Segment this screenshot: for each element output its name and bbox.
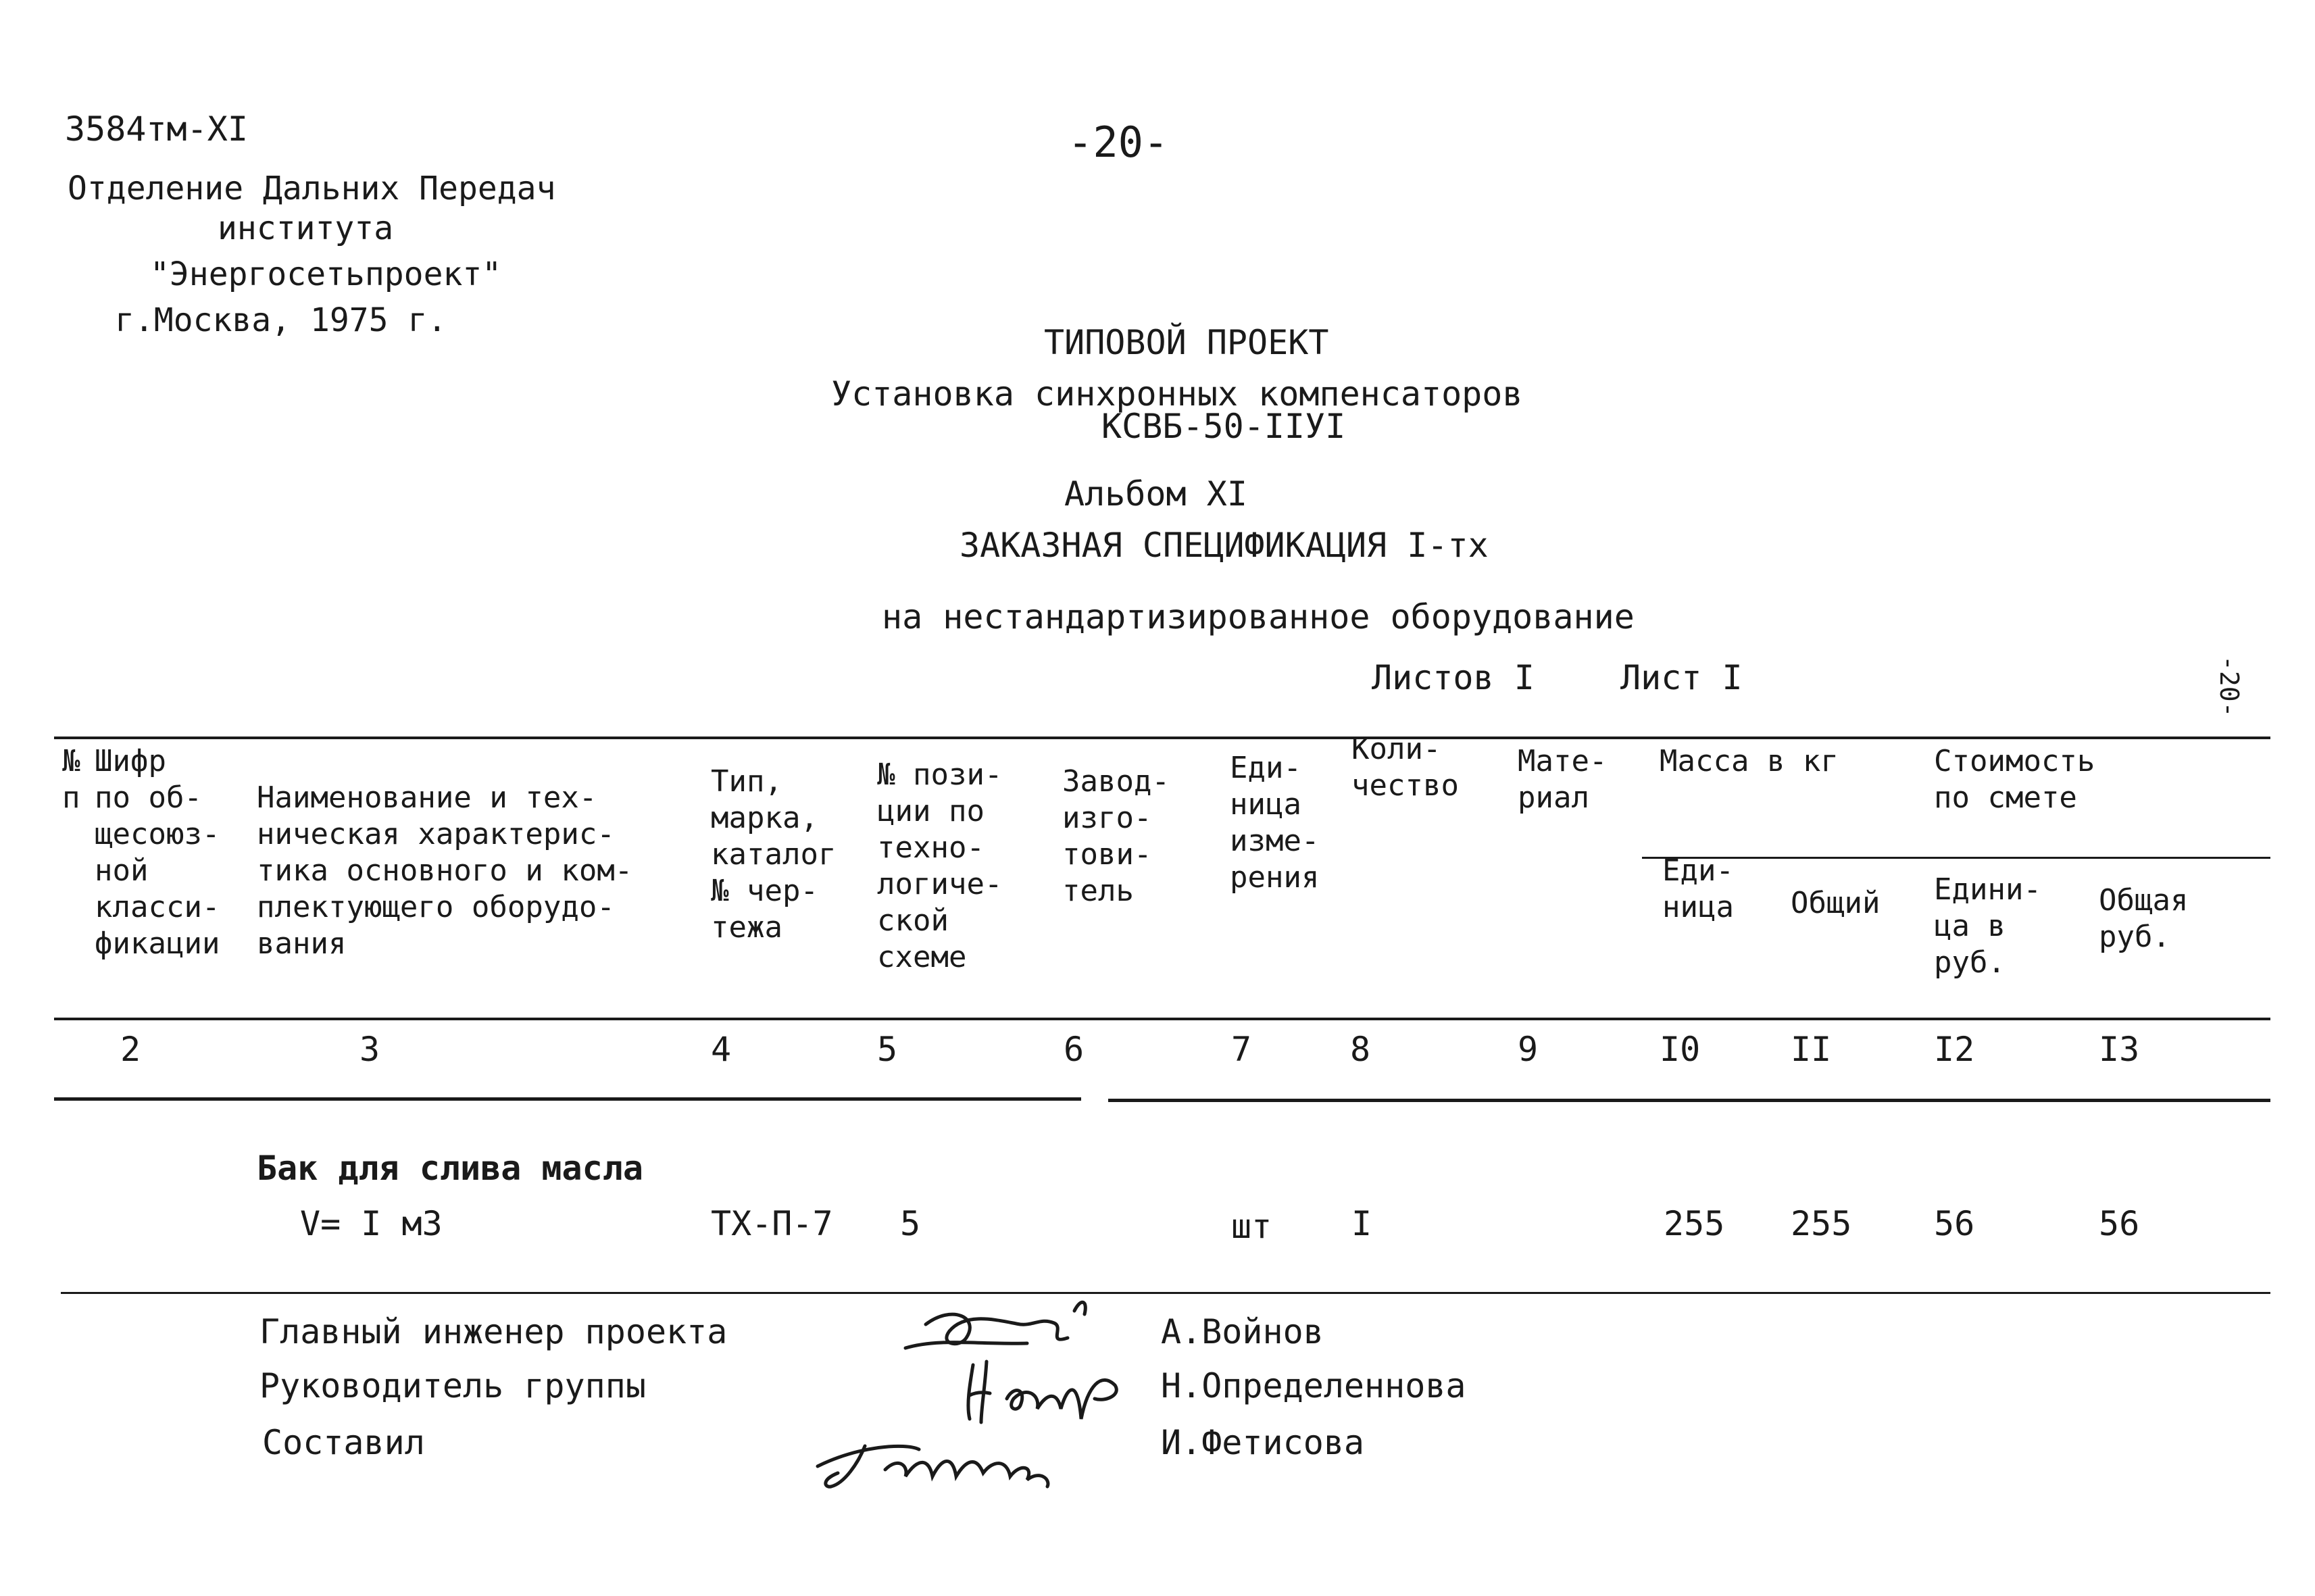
header-col-3: Наименование и тех- ническая характерис- тика основного и ком- плектующего оборудо- вания	[257, 780, 633, 961]
header-col-11: Общий	[1791, 886, 1881, 920]
row-mass-unit: 255	[1664, 1204, 1725, 1243]
header-col-6: Завод- изго- тови- тель	[1062, 764, 1170, 908]
signature-name-2: Н.Определеннова	[1161, 1366, 1466, 1405]
header-col-13: Общая руб.	[2099, 883, 2189, 954]
project-type: ТИПОВОЙ ПРОЕКТ	[1044, 323, 1329, 362]
header-col-9: Мате- риал	[1518, 744, 1608, 815]
signature-role-2: Руководитель группы	[259, 1366, 646, 1405]
row-quantity: I	[1351, 1204, 1372, 1243]
signature-1-flourish	[1074, 1302, 1085, 1314]
spec-title: ЗАКАЗНАЯ СПЕЦИФИКАЦИЯ I-тх	[960, 526, 1489, 565]
row-unit: шт	[1231, 1207, 1272, 1246]
colnum-5: 5	[877, 1030, 898, 1069]
project-title: Установка синхронных компенсаторов	[831, 374, 1523, 414]
table-top-rule	[54, 737, 2270, 739]
row-cost-unit: 56	[1934, 1204, 1975, 1243]
header-col-12: Едини- ца в руб.	[1934, 872, 2041, 980]
header-col-8: Коли- чество	[1351, 732, 1459, 803]
org-line-1: Отделение Дальних Передач	[68, 170, 556, 207]
colnum-3: 3	[359, 1030, 380, 1069]
handwritten-signatures	[804, 1284, 1183, 1500]
numbers-bottom-rule-left	[54, 1097, 1081, 1101]
signature-name-3: И.Фетисова	[1161, 1423, 1365, 1462]
colnum-2: 2	[120, 1030, 141, 1069]
header-col-5: № пози- ции по техно- логиче- ской схеме	[877, 757, 1003, 974]
album-title: Альбом XI	[1064, 474, 1247, 514]
colnum-7: 7	[1231, 1030, 1252, 1069]
row-name-line-2: V= I м3	[300, 1204, 443, 1243]
numbers-bottom-rule-right	[1108, 1099, 2270, 1102]
mass-cost-subrule	[1642, 857, 2270, 859]
page-number: -20-	[1068, 118, 1169, 167]
row-type: ТХ-П-7	[711, 1204, 833, 1243]
sheet-number: Лист I	[1620, 658, 1743, 697]
signature-2-stroke	[1007, 1380, 1116, 1419]
colnum-12: I2	[1934, 1030, 1975, 1069]
colnum-11: II	[1791, 1030, 1832, 1069]
colnum-9: 9	[1518, 1030, 1539, 1069]
colnum-10: I0	[1660, 1030, 1701, 1069]
header-bottom-rule	[54, 1018, 2270, 1020]
signature-2-initial	[968, 1362, 990, 1422]
signature-role-1: Главный инженер проекта	[259, 1312, 728, 1351]
signature-1-underline	[905, 1343, 1027, 1348]
row-cost-total: 56	[2099, 1204, 2140, 1243]
org-line-3: "Энергосетьпроект"	[150, 255, 502, 293]
spec-subtitle: на нестандартизированное оборудование	[882, 597, 1635, 637]
colnum-13: I3	[2099, 1030, 2140, 1069]
document-code: 3584тм-XI	[65, 109, 248, 149]
header-cost-group: Стоимость по смете	[1934, 744, 2095, 815]
header-col-4: Тип, марка, каталог № чер- тежа	[711, 764, 837, 945]
org-line-2: института	[218, 209, 394, 247]
header-col-1: № п	[62, 744, 80, 815]
signature-name-1: А.Войнов	[1161, 1312, 1324, 1351]
header-col-10: Еди- ница	[1662, 853, 1734, 924]
org-line-4: г.Москва, 1975 г.	[115, 301, 447, 339]
header-col-2: Шифр по об- щесоюз- ной класси- фикации	[95, 744, 220, 961]
row-name-line-1: Бак для слива масла	[257, 1149, 643, 1188]
header-mass-group: Масса в кг	[1660, 744, 1839, 778]
signature-3-stroke	[885, 1462, 1048, 1487]
colnum-6: 6	[1064, 1030, 1085, 1069]
colnum-4: 4	[711, 1030, 732, 1069]
header-col-7: Еди- ница изме- рения	[1230, 751, 1320, 895]
row-mass-total: 255	[1791, 1204, 1852, 1243]
sheets-total: Листов I	[1372, 658, 1535, 697]
side-page-number: -20-	[2214, 655, 2244, 718]
row-position: 5	[900, 1204, 921, 1243]
signature-role-3: Составил	[262, 1423, 425, 1462]
signature-1-stroke	[926, 1314, 1068, 1344]
project-model: КСВБ-50-IIУI	[1101, 407, 1346, 446]
colnum-8: 8	[1350, 1030, 1371, 1069]
